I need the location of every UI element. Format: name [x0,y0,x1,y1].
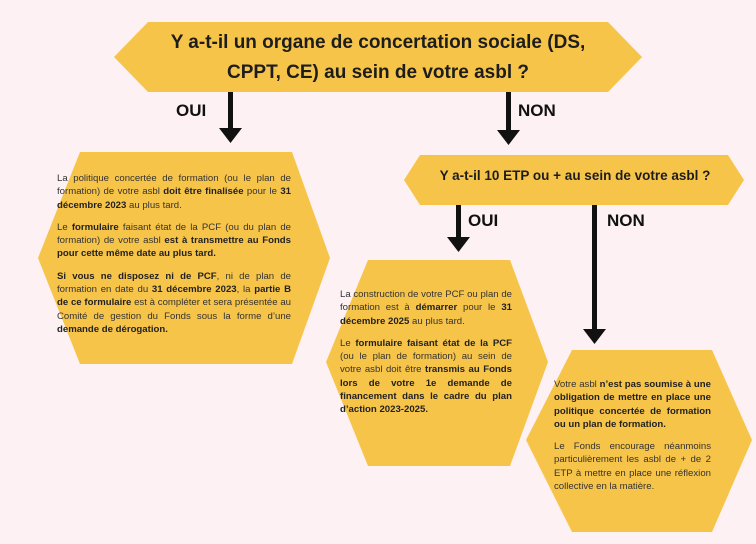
box-yes-10etp [340,288,512,426]
label-non-2: NON [607,211,645,230]
label-non-1: NON [518,101,556,120]
box-no-10etp-p1: Votre asbl n’est pas soumise à une obligation de mettre en place une politique concertée de formation ou un plan de formation. [554,379,711,430]
main-question-line2: CPPT, CE) au sein de votre asbl ? [227,62,529,83]
arrow-non-1 [497,92,520,145]
box-yes-10etp-p1: La construction de votre PCF ou plan de formation est à démarrer pour le 31 décembre 2025 au plus tard. [340,289,513,327]
label-oui-2: OUI [468,211,499,230]
label-oui-1: OUI [176,101,207,120]
box-yes-consultation-p1: La politique concertée de formation (ou le plan de formation) de votre asbl doit être finalisée pour le 31 décembre 2023 au plus tard. [57,173,291,211]
box-no-10etp [554,378,711,502]
second-question: Y a-t-il 10 ETP ou + au sein de votre asbl ? [439,168,711,183]
arrow-oui-1 [219,92,242,143]
main-question [150,28,606,88]
box-yes-consultation [57,172,291,345]
box-yes-consultation-p3: Si vous ne disposez ni de PCF, ni de plan de formation en date du 31 décembre 2023, la partie B de ce formulaire est à compléter et sera présentée au Comité de gestion du Fonds sous la forme d’une demande de dérogation. [57,270,292,335]
arrow-non-2 [583,205,606,344]
arrow-oui-2 [447,205,470,252]
box-no-10etp-p2: Le Fonds encourage néanmoins particulièrement les asbl de + de 2 ETP à mettre en place une réflexion collective en la matière. [554,441,711,493]
box-yes-10etp-p2: Le formulaire faisant état de la PCF (ou le plan de formation) au sein de votre asbl doit être transmis au Fonds lors de votre 1e demande de financement dans le cadre du plan d’action 2023-2025. [340,337,513,416]
main-question-line1: Y a-t-il un organe de concertation sociale (DS, [170,32,586,53]
box-yes-consultation-p2: Le formulaire faisant état de la PCF (ou du plan de formation) de votre asbl est à transmettre au Fonds pour cette même date au plus tard. [57,221,292,260]
